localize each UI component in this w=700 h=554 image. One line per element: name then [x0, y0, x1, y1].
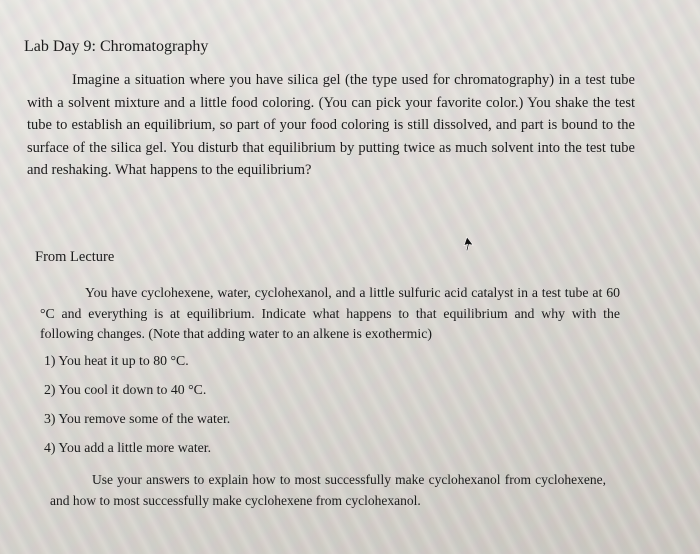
closing-paragraph: Use your answers to explain how to most successfully make cyclohexanol from cyclohexene, and how to most successfully make cyclohexene from cyclohexanol. [50, 472, 606, 508]
intro-paragraph: Imagine a situation where you have silica gel (the type used for chromatography) in a test tube with a solvent mixture and a little food coloring. (You can pick your favorite color.) You shake the test tube to establish an equilibrium, so part of your food coloring is still dissolved, and part is bound to the surface of the silica gel. You disturb that equilibrium by putting twice as much solvent into the test tube and reshaking. What happens to the equilibrium? [27, 72, 635, 178]
list-item: 3) You remove some of the water. [44, 411, 231, 426]
mouse-pointer-icon [458, 236, 474, 252]
list-item: 4) You add a little more water. [44, 440, 212, 455]
list-item: 2) You cool it down to 40 °C. [44, 382, 207, 397]
list-item: 1) You heat it up to 80 °C. [44, 353, 189, 368]
lecture-heading: From Lecture [35, 249, 115, 265]
lecture-paragraph: You have cyclohexene, water, cyclohexanol, and a little sulfuric acid catalyst in a test tube at 60 °C and everything is at equilibrium. Indicate what happens to that equilibrium and why with the following changes. (Note that adding water to an alkene is exothermic) [40, 285, 620, 341]
changes-list [44, 351, 230, 467]
document-title: Lab Day 9: Chromatography [24, 38, 209, 55]
